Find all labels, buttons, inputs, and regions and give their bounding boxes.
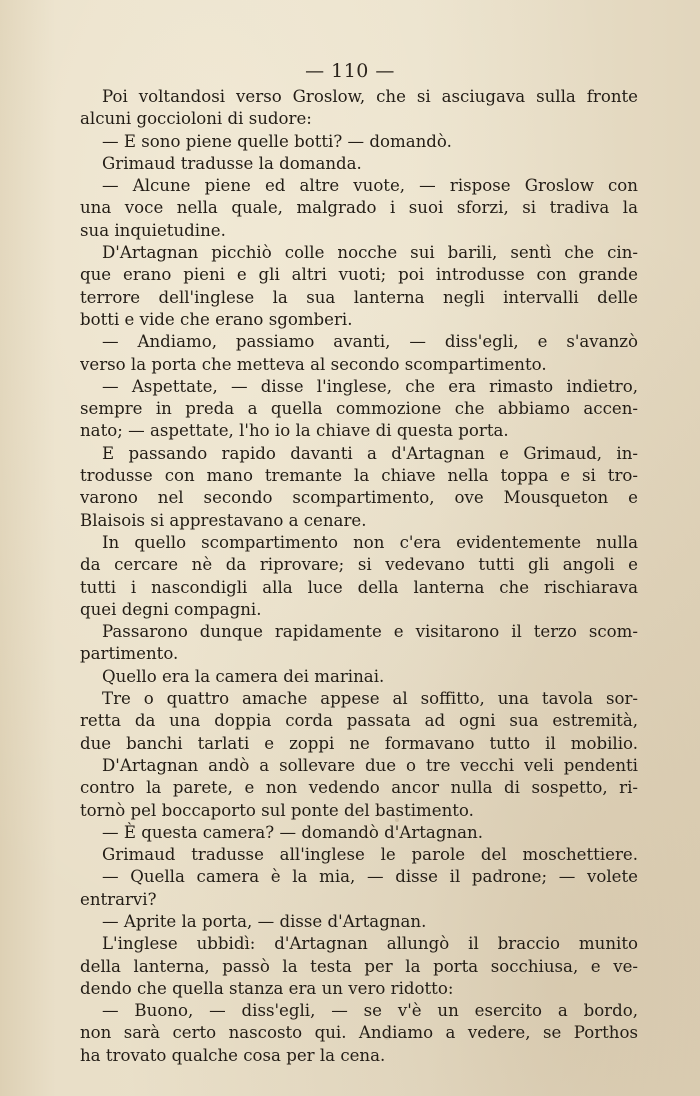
text-line: Quello era la camera dei marinai. [102, 666, 385, 686]
text-line: partimento. [80, 644, 179, 664]
text-line: non sarà certo nascosto qui. Andiamo a vedere, se Porthos [80, 1023, 638, 1043]
text-line: varono nel secondo scompartimento, ove Mousqueton e [80, 488, 638, 508]
text-line: que erano pieni e gli altri vuoti; poi introdusse con grande [80, 265, 638, 285]
text-line: terrore dell'inglese la sua lanterna negli intervalli delle [80, 287, 638, 307]
text-line: da cercare nè da riprovare; si vedevano tutti gli angoli e [80, 555, 638, 575]
text-line: botti e vide che erano sgomberi. [80, 309, 353, 329]
text-line: Tre o quattro amache appese al soffitto, una tavola sor- [102, 689, 638, 709]
text-line: Poi voltandosi verso Groslow, che si asciugava sulla fronte [102, 87, 638, 106]
text-line: trodusse con mano tremante la chiave nella toppa e si tro- [80, 466, 638, 486]
text-line: L'inglese ubbidì: d'Artagnan allungò il braccio munito [102, 934, 638, 954]
text-line: E passando rapido davanti a d'Artagnan e Grimaud, in- [102, 443, 638, 463]
text-line: — Alcune piene ed altre vuote, — rispose Groslow con [102, 176, 638, 196]
text-line: ha trovato qualche cosa per la cena. [80, 1045, 386, 1065]
text-line: — E sono piene quelle botti? — domandò. [102, 131, 452, 151]
text-line: tornò pel boccaporto sul ponte del bastimento. [80, 800, 474, 820]
text-line: nato; — aspettate, l'ho io la chiave di questa porta. [80, 421, 509, 441]
text-line: alcuni goccioloni di sudore: [80, 109, 312, 129]
text-line: dendo che quella stanza era un vero ridotto: [80, 978, 454, 998]
text-line: Grimaud tradusse all'inglese le parole del moschettiere. [102, 845, 638, 865]
text-line: Passarono dunque rapidamente e visitarono il terzo scom- [102, 622, 638, 642]
text-line: quei degni compagni. [80, 599, 262, 619]
text-line: tutti i nascondigli alla luce della lanterna che rischiarava [80, 577, 638, 597]
text-line: contro la parete, e non vedendo ancor nulla di sospetto, ri- [80, 778, 638, 798]
body-text [80, 86, 638, 1067]
text-line: — Andiamo, passiamo avanti, — diss'egli, e s'avanzò [102, 332, 638, 352]
text-line: — Quella camera è la mia, — disse il padrone; — volete [102, 867, 638, 887]
text-line: verso la porta che metteva al secondo scompartimento. [80, 354, 547, 374]
text-line: una voce nella quale, malgrado i suoi sforzi, si tradiva la [80, 198, 638, 218]
text-line: — È questa camera? — domandò d'Artagnan. [102, 822, 483, 842]
page-number: — 110 — [305, 60, 395, 82]
text-line: Blaisois si apprestavano a cenare. [80, 510, 367, 530]
text-line: della lanterna, passò la testa per la porta socchiusa, e ve- [80, 956, 638, 976]
text-line: — Aspettate, — disse l'inglese, che era rimasto indietro, [102, 376, 638, 396]
text-line: In quello scompartimento non c'era evidentemente nulla [102, 532, 638, 552]
text-line: retta da una doppia corda passata ad ogni sua estremità, [80, 711, 638, 731]
text-line: — Buono, — diss'egli, — se v'è un esercito a bordo, [102, 1001, 638, 1021]
text-line: sempre in preda a quella commozione che abbiamo accen- [80, 399, 638, 419]
text-line: D'Artagnan picchiò colle nocche sui barili, sentì che cin- [102, 243, 638, 263]
text-line: sua inquietudine. [80, 220, 226, 240]
text-line: due banchi tarlati e zoppi ne formavano tutto il mobilio. [80, 733, 638, 753]
text-line: — Aprite la porta, — disse d'Artagnan. [102, 911, 427, 931]
text-line: Grimaud tradusse la domanda. [102, 153, 362, 173]
text-line: D'Artagnan andò a sollevare due o tre vecchi veli pendenti [102, 755, 638, 775]
text-line: entrarvi? [80, 889, 157, 909]
